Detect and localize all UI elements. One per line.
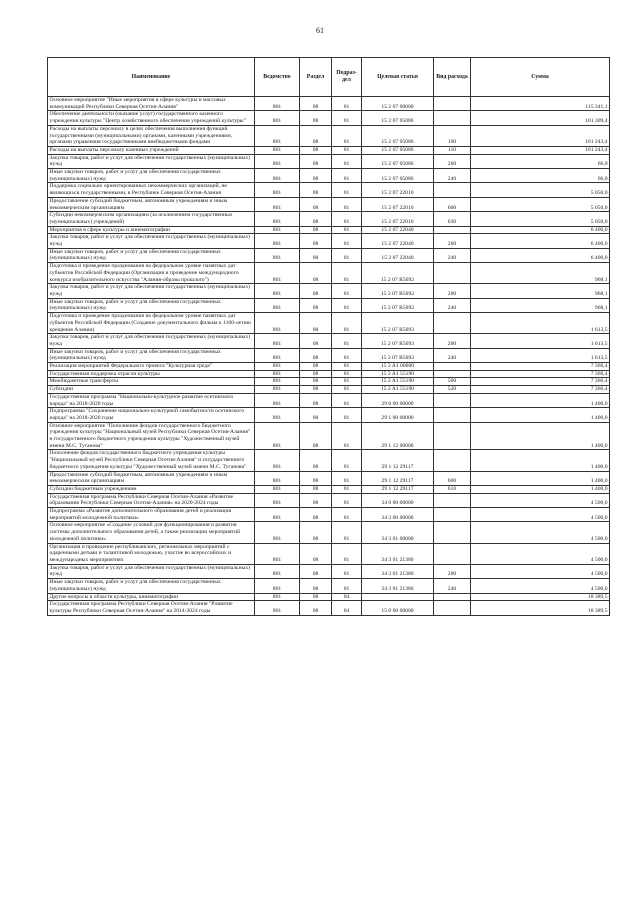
cell-section: 08	[300, 284, 332, 298]
cell-name: Подпрограмма «Развитие дополнительного образования детей и реализация мероприятий молодежной политики»	[48, 508, 255, 522]
cell-expense-type	[434, 522, 471, 543]
cell-target-item: 34 3 01 21380	[362, 564, 434, 578]
cell-amount: 5 050,0	[471, 197, 610, 211]
cell-subsection: 04	[332, 593, 362, 601]
table-row	[48, 348, 610, 362]
cell-subsection: 01	[332, 378, 362, 386]
cell-expense-type: 610	[434, 485, 471, 493]
cell-target-item	[362, 593, 434, 601]
cell-section: 08	[300, 263, 332, 284]
cell-name: Закупка товаров, работ и услуг для обеспечения государственных (муниципальных) нужд	[48, 564, 255, 578]
cell-amount: 7 366,4	[471, 370, 610, 378]
cell-target-item: 15 2 07 R5093	[362, 334, 434, 348]
cell-section: 08	[300, 197, 332, 211]
cell-subsection: 01	[332, 471, 362, 485]
cell-section: 08	[300, 146, 332, 154]
cell-target-item: 34 3 01 00000	[362, 522, 434, 543]
cell-section: 08	[300, 378, 332, 386]
cell-target-item: 29 0 00 00000	[362, 393, 434, 407]
cell-department: 801	[255, 593, 300, 601]
cell-target-item: 29 1 12 00000	[362, 422, 434, 450]
cell-amount: 66,0	[471, 169, 610, 183]
cell-department: 801	[255, 234, 300, 248]
cell-department: 801	[255, 212, 300, 226]
cell-name: Организация и проведение республиканских, региональных мероприятий с одаренными детьми и талантливой молодежью, участие во всероссийских и международных мероприятиях	[48, 543, 255, 564]
table-header-row	[48, 58, 610, 97]
cell-expense-type: 110	[434, 146, 471, 154]
cell-amount: 66,0	[471, 154, 610, 168]
cell-name: Предоставление субсидий бюджетным, автономным учреждениям и иным некоммерческим организациям	[48, 197, 255, 211]
cell-section: 08	[300, 234, 332, 248]
cell-expense-type	[434, 363, 471, 371]
cell-target-item: 15 2 07 22040	[362, 234, 434, 248]
cell-department: 801	[255, 298, 300, 312]
cell-amount: 4 500,0	[471, 508, 610, 522]
cell-department: 801	[255, 378, 300, 386]
cell-amount: 968,1	[471, 284, 610, 298]
cell-section: 08	[300, 543, 332, 564]
cell-department: 801	[255, 111, 300, 125]
cell-department: 801	[255, 450, 300, 471]
cell-department: 801	[255, 408, 300, 422]
cell-amount: 968,1	[471, 263, 610, 284]
cell-section: 08	[300, 226, 332, 234]
cell-subsection: 01	[332, 450, 362, 471]
cell-section: 08	[300, 212, 332, 226]
cell-name: Государственная программа Республики Северная Осетия-Алания "Развитие культуры Республики Северная Осетия-Алания" на 2014-2024 годы	[48, 601, 255, 615]
cell-subsection: 01	[332, 284, 362, 298]
cell-target-item: 15 2 A1 00000	[362, 363, 434, 371]
cell-section: 08	[300, 298, 332, 312]
cell-expense-type: 240	[434, 579, 471, 593]
cell-subsection: 01	[332, 348, 362, 362]
cell-name: Субсидии некоммерческим организациям (за исключением государственных (муниципальных) учреждений)	[48, 212, 255, 226]
cell-name: Государственная поддержка отрасли культуры	[48, 370, 255, 378]
cell-subsection: 01	[332, 169, 362, 183]
cell-name: Основное мероприятие "Иные мероприятия в сфере культуры и массовых коммуникаций Республики Северная Осетия-Алания"	[48, 97, 255, 111]
cell-expense-type	[434, 422, 471, 450]
cell-expense-type: 630	[434, 212, 471, 226]
table-row	[48, 370, 610, 378]
cell-target-item: 15 2 A1 55190	[362, 378, 434, 386]
cell-department: 801	[255, 471, 300, 485]
cell-subsection: 01	[332, 393, 362, 407]
cell-expense-type	[434, 601, 471, 615]
cell-name: Пополнение фондов государственного бюджетного учреждения культуры "Национальный музей Республики Северная Осетия-Алания" и государственного бюджетного учреждения культуры "Художественный музей имени М.С. Туганова"	[48, 450, 255, 471]
header-section: Раздел	[300, 58, 332, 97]
cell-section: 08	[300, 248, 332, 262]
cell-section: 08	[300, 601, 332, 615]
cell-amount: 968,1	[471, 298, 610, 312]
cell-department: 801	[255, 169, 300, 183]
cell-amount: 101 309,4	[471, 111, 610, 125]
cell-target-item: 15 2 07 05086	[362, 125, 434, 146]
cell-amount: 4 500,0	[471, 579, 610, 593]
cell-expense-type: 240	[434, 248, 471, 262]
cell-target-item: 34 0 00 00000	[362, 493, 434, 507]
table-row	[48, 493, 610, 507]
cell-name: Основное мероприятие "Пополнение фондов государственного бюджетного учреждения культуры "Национальный музей Республики Северная Осетия-Алания" и государственного бюджетного учреждения культуры "Художественный музей имени М.С. Туганова"	[48, 422, 255, 450]
cell-name: Государственная программа "Национально-культурное развитие осетинского народа" на 2018-2020 годы	[48, 393, 255, 407]
header-amount: Сумма	[471, 58, 610, 97]
cell-section: 08	[300, 334, 332, 348]
cell-name: Иные закупки товаров, работ и услуг для обеспечения государственных (муниципальных) нужд	[48, 348, 255, 362]
cell-target-item: 15 2 07 R5093	[362, 313, 434, 334]
cell-name: Закупка товаров, работ и услуг для обеспечения государственных (муниципальных) нужд	[48, 154, 255, 168]
header-name: Наименование	[48, 58, 255, 97]
cell-target-item: 15 2 07 05086	[362, 169, 434, 183]
cell-subsection: 01	[332, 183, 362, 197]
cell-name: Расходы на выплаты персоналу в целях обеспечения выполнения функций государственными (муниципальными) органами, казенными учреждениями, органами управления государственными внебюджетными фондами	[48, 125, 255, 146]
table-row	[48, 393, 610, 407]
cell-expense-type: 520	[434, 386, 471, 394]
cell-subsection: 01	[332, 493, 362, 507]
cell-subsection: 01	[332, 485, 362, 493]
table-row	[48, 97, 610, 111]
cell-target-item: 15 2 07 22010	[362, 212, 434, 226]
cell-target-item: 15 2 07 05086	[362, 154, 434, 168]
cell-section: 08	[300, 593, 332, 601]
cell-section: 08	[300, 313, 332, 334]
cell-subsection: 01	[332, 334, 362, 348]
cell-amount: 6 400,0	[471, 234, 610, 248]
cell-department: 801	[255, 313, 300, 334]
cell-department: 801	[255, 197, 300, 211]
cell-section: 08	[300, 169, 332, 183]
table-row	[48, 263, 610, 284]
cell-section: 08	[300, 348, 332, 362]
cell-department: 801	[255, 284, 300, 298]
cell-amount: 101 243,4	[471, 146, 610, 154]
cell-department: 801	[255, 226, 300, 234]
cell-expense-type: 600	[434, 471, 471, 485]
cell-amount: 1 613,5	[471, 348, 610, 362]
cell-amount: 1 400,0	[471, 471, 610, 485]
cell-amount: 1 400,0	[471, 422, 610, 450]
cell-name: Иные закупки товаров, работ и услуг для обеспечения государственных (муниципальных) нужд	[48, 248, 255, 262]
cell-target-item: 15 2 07 22010	[362, 183, 434, 197]
cell-expense-type: 200	[434, 284, 471, 298]
table-row	[48, 334, 610, 348]
cell-subsection: 04	[332, 601, 362, 615]
cell-subsection: 01	[332, 370, 362, 378]
cell-department: 801	[255, 508, 300, 522]
cell-section: 08	[300, 111, 332, 125]
cell-target-item: 15 2 07 05086	[362, 146, 434, 154]
cell-section: 08	[300, 522, 332, 543]
table-row	[48, 212, 610, 226]
cell-subsection: 01	[332, 234, 362, 248]
cell-section: 08	[300, 579, 332, 593]
cell-expense-type	[434, 393, 471, 407]
cell-subsection: 01	[332, 579, 362, 593]
cell-section: 08	[300, 422, 332, 450]
table-row	[48, 234, 610, 248]
cell-name: Обеспечение деятельности (оказание услуг) государственного казенного учреждения культуры "Центр хозяйственного обеспечения учреждений культуры"	[48, 111, 255, 125]
header-target-item: Целевая статья	[362, 58, 434, 97]
cell-target-item: 15 2 07 R5093	[362, 348, 434, 362]
cell-department: 801	[255, 363, 300, 371]
cell-target-item: 15 2 07 22040	[362, 248, 434, 262]
cell-name: Иные закупки товаров, работ и услуг для обеспечения государственных (муниципальных) нужд	[48, 169, 255, 183]
table-row	[48, 363, 610, 371]
cell-section: 08	[300, 125, 332, 146]
cell-expense-type	[434, 408, 471, 422]
cell-expense-type	[434, 493, 471, 507]
table-row	[48, 508, 610, 522]
cell-name: Иные закупки товаров, работ и услуг для обеспечения государственных (муниципальных) нужд	[48, 298, 255, 312]
cell-name: Закупка товаров, работ и услуг для обеспечения государственных (муниципальных) нужд	[48, 234, 255, 248]
cell-expense-type	[434, 593, 471, 601]
table-row	[48, 125, 610, 146]
cell-subsection: 01	[332, 146, 362, 154]
cell-subsection: 01	[332, 212, 362, 226]
cell-amount: 1 400,0	[471, 450, 610, 471]
cell-target-item: 15 2 A1 55190	[362, 386, 434, 394]
cell-expense-type	[434, 370, 471, 378]
cell-target-item: 29 1 12 29117	[362, 471, 434, 485]
cell-department: 801	[255, 334, 300, 348]
cell-section: 08	[300, 493, 332, 507]
cell-expense-type	[434, 97, 471, 111]
cell-target-item: 15 2 07 22040	[362, 226, 434, 234]
table-row	[48, 422, 610, 450]
cell-target-item: 34 3 01 21380	[362, 579, 434, 593]
table-row	[48, 593, 610, 601]
cell-expense-type	[434, 313, 471, 334]
cell-expense-type	[434, 450, 471, 471]
header-expense-type: Вид расхода	[434, 58, 471, 97]
cell-subsection: 01	[332, 111, 362, 125]
cell-name: Субсидии бюджетным учреждениям	[48, 485, 255, 493]
cell-subsection: 01	[332, 125, 362, 146]
cell-name: Поддержка социально ориентированных некоммерческих организаций, не являющихся государственными, в Республике Северная Осетия-Алания	[48, 183, 255, 197]
cell-amount: 115 341,1	[471, 97, 610, 111]
cell-subsection: 01	[332, 298, 362, 312]
cell-department: 801	[255, 522, 300, 543]
cell-target-item: 15 2 A1 55190	[362, 370, 434, 378]
table-row	[48, 485, 610, 493]
cell-expense-type: 240	[434, 169, 471, 183]
cell-department: 801	[255, 393, 300, 407]
cell-target-item: 29 1 00 00000	[362, 408, 434, 422]
cell-department: 801	[255, 348, 300, 362]
cell-expense-type: 240	[434, 348, 471, 362]
table-row	[48, 522, 610, 543]
cell-amount: 1 613,5	[471, 313, 610, 334]
cell-amount: 4 500,0	[471, 564, 610, 578]
cell-section: 08	[300, 564, 332, 578]
cell-subsection: 01	[332, 313, 362, 334]
cell-name: Закупка товаров, работ и услуг для обеспечения государственных (муниципальных) нужд	[48, 284, 255, 298]
table-row	[48, 471, 610, 485]
table-row	[48, 564, 610, 578]
cell-target-item: 15 0 00 00000	[362, 601, 434, 615]
table-row	[48, 386, 610, 394]
table-row	[48, 226, 610, 234]
cell-target-item: 29 1 12 29117	[362, 450, 434, 471]
cell-amount: 18 389,5	[471, 593, 610, 601]
cell-target-item: 15 2 07 05086	[362, 111, 434, 125]
cell-section: 08	[300, 408, 332, 422]
table-row	[48, 579, 610, 593]
cell-subsection: 01	[332, 422, 362, 450]
table-row	[48, 197, 610, 211]
cell-section: 08	[300, 450, 332, 471]
cell-department: 801	[255, 370, 300, 378]
cell-subsection: 01	[332, 248, 362, 262]
cell-name: Субсидии	[48, 386, 255, 394]
table-row	[48, 284, 610, 298]
table-row	[48, 111, 610, 125]
cell-department: 801	[255, 493, 300, 507]
cell-expense-type: 200	[434, 564, 471, 578]
cell-section: 08	[300, 183, 332, 197]
cell-department: 801	[255, 183, 300, 197]
cell-name: Подготовка и проведение празднования на федеральном уровне памятных дат субъектов Российской Федерации (Создание документального фильма к 1100-летию крещения Алании)	[48, 313, 255, 334]
cell-subsection: 01	[332, 363, 362, 371]
cell-subsection: 01	[332, 522, 362, 543]
cell-department: 801	[255, 125, 300, 146]
table-row	[48, 146, 610, 154]
cell-amount: 7 366,4	[471, 363, 610, 371]
cell-target-item: 34 3 00 00000	[362, 508, 434, 522]
cell-name: Основное мероприятие «Создание условий для функционирования и развития системы дополнительного образования детей, а также реализации мероприятий молодежной политики»	[48, 522, 255, 543]
cell-section: 08	[300, 370, 332, 378]
cell-department: 801	[255, 248, 300, 262]
cell-amount: 6 400,0	[471, 226, 610, 234]
cell-amount: 101 243,4	[471, 125, 610, 146]
cell-name: Подготовка и проведение празднования на федеральном уровне памятных дат субъектов Российской Федерации (Организация и проведение международного конкурса изобразительного искусства "Алания-образы прошлого")	[48, 263, 255, 284]
budget-table	[47, 57, 610, 616]
cell-amount: 1 400,0	[471, 408, 610, 422]
cell-department: 801	[255, 154, 300, 168]
cell-name: Государственная программа Республики Северная Осетия-Алания «Развитие образования Республики Северная Осетия-Алания» на 2020-2024 годы	[48, 493, 255, 507]
table-row	[48, 408, 610, 422]
table-row	[48, 313, 610, 334]
cell-subsection: 01	[332, 543, 362, 564]
cell-amount: 4 500,0	[471, 493, 610, 507]
cell-name: Иные закупки товаров, работ и услуг для обеспечения государственных (муниципальных) нужд	[48, 579, 255, 593]
header-subsection: Подраз-дел	[332, 58, 362, 97]
cell-section: 08	[300, 386, 332, 394]
cell-department: 801	[255, 543, 300, 564]
cell-subsection: 01	[332, 508, 362, 522]
cell-expense-type	[434, 226, 471, 234]
cell-department: 801	[255, 97, 300, 111]
table-row	[48, 543, 610, 564]
cell-subsection: 01	[332, 263, 362, 284]
cell-expense-type	[434, 183, 471, 197]
cell-name: Расходы на выплаты персоналу казенных учреждений	[48, 146, 255, 154]
cell-department: 801	[255, 564, 300, 578]
cell-department: 801	[255, 485, 300, 493]
table-row	[48, 601, 610, 615]
cell-subsection: 01	[332, 386, 362, 394]
cell-expense-type: 200	[434, 334, 471, 348]
cell-section: 08	[300, 363, 332, 371]
cell-section: 08	[300, 485, 332, 493]
cell-amount: 5 050,0	[471, 212, 610, 226]
cell-target-item: 15 2 07 R5092	[362, 284, 434, 298]
cell-subsection: 01	[332, 154, 362, 168]
cell-target-item: 15 2 07 00000	[362, 97, 434, 111]
cell-name: Предоставление субсидий бюджетным, автономным учреждениям и иным некоммерческим организациям	[48, 471, 255, 485]
cell-amount: 18 389,5	[471, 601, 610, 615]
cell-expense-type	[434, 508, 471, 522]
cell-expense-type: 500	[434, 378, 471, 386]
cell-expense-type	[434, 263, 471, 284]
cell-expense-type: 200	[434, 154, 471, 168]
cell-section: 08	[300, 508, 332, 522]
cell-target-item: 15 2 07 R5092	[362, 263, 434, 284]
cell-subsection: 01	[332, 408, 362, 422]
cell-name: Закупка товаров, работ и услуг для обеспечения государственных (муниципальных) нужд	[48, 334, 255, 348]
cell-amount: 1 400,0	[471, 485, 610, 493]
cell-name: Мероприятия в сфере культуры и кинематографии	[48, 226, 255, 234]
cell-target-item: 15 2 07 22010	[362, 197, 434, 211]
cell-target-item: 15 2 07 R5092	[362, 298, 434, 312]
cell-name: Реализация мероприятий Федерального проекта "Культурная среда"	[48, 363, 255, 371]
page-number: 61	[316, 26, 324, 35]
cell-subsection: 01	[332, 197, 362, 211]
cell-name: Подпрограмма "Сохранение национально-культурной самобытности осетинского народа" на 2018-2020 годы	[48, 408, 255, 422]
table-row	[48, 378, 610, 386]
cell-department: 801	[255, 146, 300, 154]
table-row	[48, 298, 610, 312]
table-row	[48, 154, 610, 168]
cell-expense-type: 600	[434, 197, 471, 211]
table-row	[48, 248, 610, 262]
cell-amount: 1 613,5	[471, 334, 610, 348]
cell-amount: 1 400,0	[471, 393, 610, 407]
cell-department: 801	[255, 601, 300, 615]
cell-subsection: 01	[332, 564, 362, 578]
cell-department: 801	[255, 386, 300, 394]
cell-subsection: 01	[332, 97, 362, 111]
cell-amount: 7 366,4	[471, 378, 610, 386]
cell-section: 08	[300, 97, 332, 111]
cell-name: Межбюджетные трансферты	[48, 378, 255, 386]
cell-expense-type	[434, 111, 471, 125]
cell-expense-type: 100	[434, 125, 471, 146]
cell-target-item: 29 1 12 29117	[362, 485, 434, 493]
cell-target-item: 34 3 01 21380	[362, 543, 434, 564]
cell-section: 08	[300, 393, 332, 407]
cell-expense-type	[434, 543, 471, 564]
cell-amount: 6 400,0	[471, 248, 610, 262]
cell-subsection: 01	[332, 226, 362, 234]
cell-expense-type: 200	[434, 234, 471, 248]
cell-amount: 7 366,4	[471, 386, 610, 394]
table-row	[48, 183, 610, 197]
table-row	[48, 450, 610, 471]
header-department: Ведомство	[255, 58, 300, 97]
table-row	[48, 169, 610, 183]
cell-amount: 4 500,0	[471, 543, 610, 564]
cell-section: 08	[300, 471, 332, 485]
cell-expense-type: 240	[434, 298, 471, 312]
cell-department: 801	[255, 263, 300, 284]
cell-amount: 4 500,0	[471, 522, 610, 543]
cell-department: 801	[255, 422, 300, 450]
cell-amount: 5 050,0	[471, 183, 610, 197]
cell-section: 08	[300, 154, 332, 168]
cell-name: Другие вопросы в области культуры, кинематографии	[48, 593, 255, 601]
cell-department: 801	[255, 579, 300, 593]
